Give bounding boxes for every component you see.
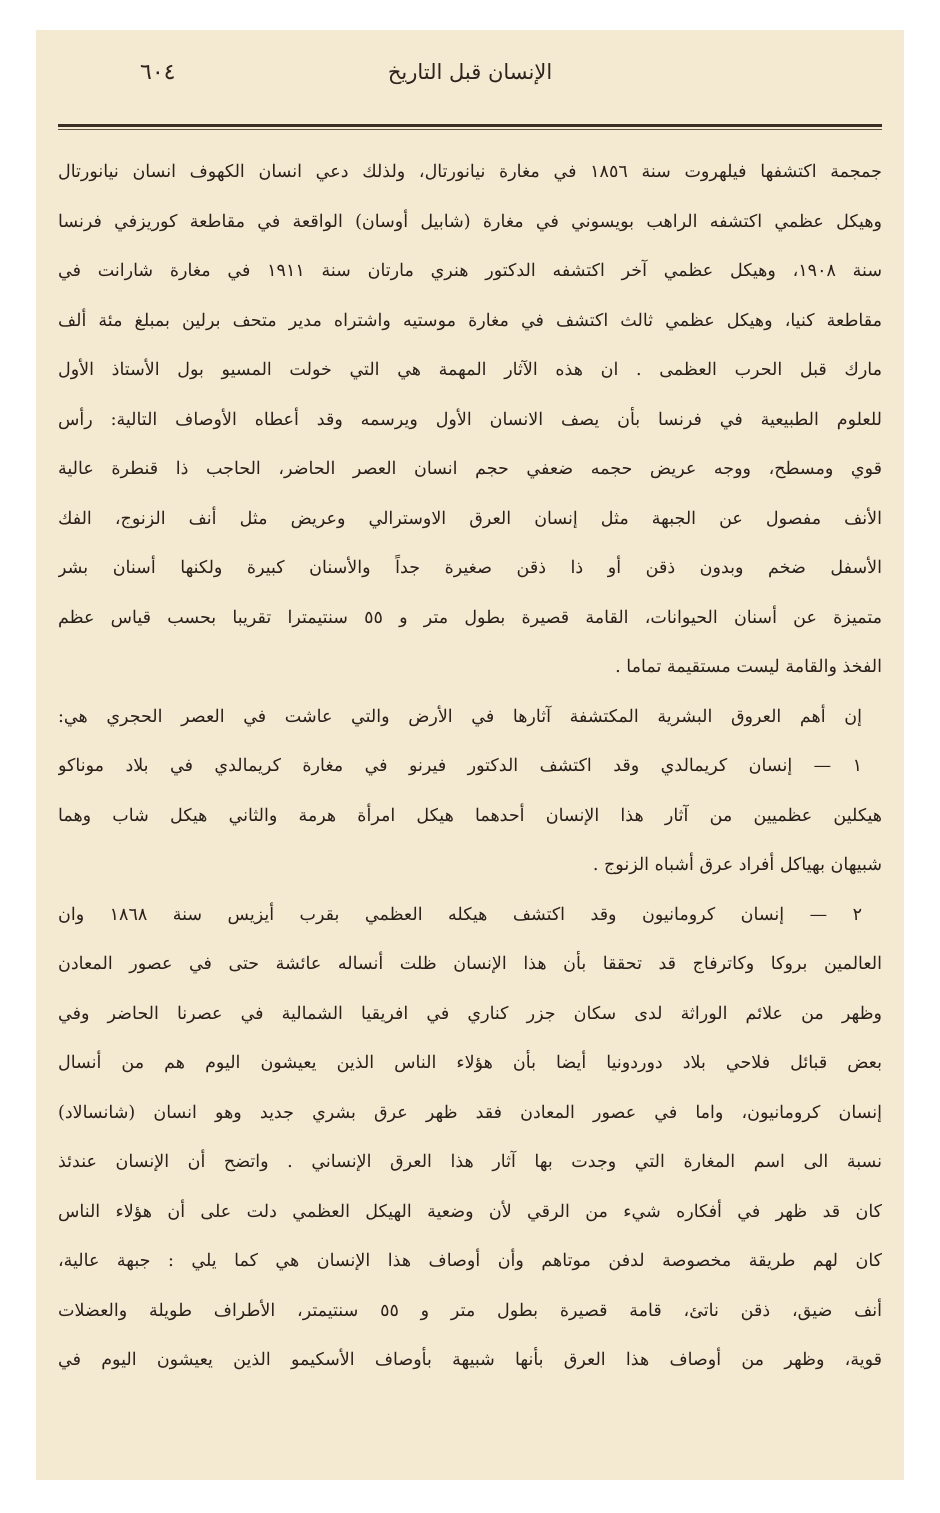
text-line: العالمين بروكا وكاترفاج قد تحققا بأن هذا الإنسان ظلت أنساله عائشة حتى في عصور المعادن: [58, 954, 882, 974]
text-line: وهيكل عظمي اكتشفه الراهب بويسوني في مغارة (شابيل أوسان) الواقعة في مقاطعة كوريزفي فرنسا: [58, 211, 882, 232]
text-line: جمجمة اكتشفها فيلهروت سنة ١٨٥٦ في مغارة نيانورتال، ولذلك دعي انسان الكهوف انسان نيانورتال: [58, 162, 882, 182]
text-line: للعلوم الطبيعية في فرنسا بأن يصف الانسان الأول ويرسمه وقد أعطاه الأوصاف التالية: رأس: [58, 409, 882, 430]
book-page: [36, 30, 904, 1480]
text-line: إن أهم العروق البشرية المكتشفة آثارها في الأرض والتي عاشت في العصر الحجري هي:: [58, 706, 862, 727]
text-line: كان لهم طريقة مخصوصة لدفن موتاهم وأن أوصاف هذا الإنسان هي كما يلي : جبهة عالية،: [58, 1251, 882, 1271]
header-rule-thin: [58, 129, 882, 130]
text-line: الأنف مفصول عن الجبهة مثل إنسان العرق الاوسترالي وعريض مثل أنف الزنوج، الفك: [58, 508, 882, 529]
text-line: أنف ضيق، ذقن ناتئ، قامة قصيرة بطول متر و ٥٥ سنتيمتر، الأطراف طويلة والعضلات: [58, 1300, 882, 1321]
text-line: ٢ — إنسان كرومانيون وقد اكتشف هيكله العظمي بقرب أيزيس سنة ١٨٦٨ وان: [58, 904, 862, 925]
text-line: قوية، وظهر من أوصاف هذا العرق بأنها شبيهة بأوصاف الأسكيمو الذين يعيشون اليوم في: [58, 1350, 882, 1370]
text-line: قوي ومسطح، ووجه عريض حجمه ضعفي حجم انسان العصر الحاضر، الحاجب ذا قنطرة عالية: [58, 459, 882, 479]
text-line: بعض قبائل فلاحي بلاد دوردونيا أيضا بأن هؤلاء الناس الذين يعيشون اليوم هم من أنسال: [58, 1053, 882, 1073]
header-rule: [58, 124, 882, 127]
page-body: [58, 148, 882, 1386]
text-line: إنسان كرومانيون، واما في عصور المعادن فقد ظهر عرق بشري جديد وهو انسان (شانسالاد): [58, 1102, 882, 1123]
text-line: هيكلين عظميين من آثار هذا الإنسان أحدهما هيكل امرأة هرمة والثاني هيكل شاب وهما: [58, 805, 882, 826]
text-line: نسبة الى اسم المغارة التي وجدت بها آثار هذا العرق الإنساني . واتضح أن الإنسان عندئذ: [58, 1152, 882, 1172]
text-line: كان قد ظهر في أفكاره شيء من الرقي لأن وضعية الهيكل العظمي دلت على أن هؤلاء الناس: [58, 1201, 882, 1222]
text-line: شبيهان بهياكل أفراد عرق أشباه الزنوج .: [592, 855, 882, 875]
text-line: وظهر من علائم الوراثة لدى سكان جزر كناري في افريقيا الشمالية في عصرنا الحاضر وفي: [58, 1003, 882, 1024]
text-line: متميزة عن أسنان الحيوانات، القامة قصيرة بطول متر و ٥٥ سنتيمترا تقريبا بحسب قياس عظم: [58, 607, 882, 628]
text-line: مقاطعة كنيا، وهيكل عظمي ثالث اكتشف في مغارة موستيه واشتراه مدير متحف برلين بمبلغ مئة ألف: [58, 310, 882, 331]
text-line: ١ — إنسان كريمالدي وقد اكتشف الدكتور فيرنو في مغارة كريمالدي في بلاد موناكو: [58, 756, 862, 776]
page-number: ٦٠٤: [140, 60, 176, 85]
text-line: سنة ١٩٠٨، وهيكل عظمي آخر اكتشفه الدكتور هنري مارتان سنة ١٩١١ في مغارة شارانت في: [58, 261, 882, 281]
text-line: مارك قبل الحرب العظمى . ان هذه الآثار المهمة هي التي خولت المسيو بول الأستاذ الأول: [58, 360, 882, 380]
text-line: الفخذ والقامة ليست مستقيمة تماما .: [615, 657, 882, 677]
running-title: الإنسان قبل التاريخ: [387, 60, 553, 84]
page-header: [60, 30, 880, 100]
text-line: الأسفل ضخم وبدون ذقن أو ذا ذقن صغيرة جداً والأسنان كبيرة ولكنها أسنان بشر: [58, 558, 882, 578]
